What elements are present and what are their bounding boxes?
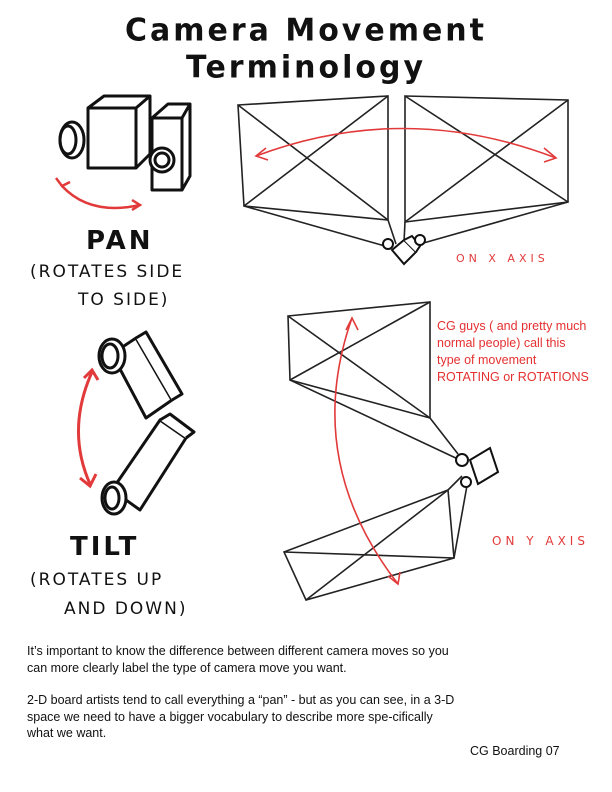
page-footer: CG Boarding 07	[470, 744, 560, 758]
tilt-label: TILT	[70, 532, 140, 562]
body-paragraph-2: 2-D board artists tend to call everything a “pan” - but as you can see, in a 3-D space we need to have a bigger vocabulary to describe more spe-cifically what we want.	[27, 693, 455, 740]
y-axis-frustum-bottom	[284, 476, 468, 600]
y-axis-rotation-arc	[335, 318, 398, 584]
tilt-description-line1: (ROTATES UP	[30, 570, 164, 590]
x-axis-camera-icon	[383, 235, 425, 264]
cg-note-line: ROTATING or ROTATIONS	[437, 370, 589, 384]
x-axis-label: ON X AXIS	[456, 252, 549, 265]
pan-rotation-arrow-icon	[62, 186, 140, 208]
y-axis-label: ON Y AXIS	[492, 534, 589, 548]
page-title: Camera Movement Terminology	[124, 12, 488, 86]
cg-note-line: type of movement	[437, 353, 537, 367]
tilt-rotation-arrow-icon	[78, 372, 92, 484]
pan-description-line1: (ROTATES SIDE	[30, 262, 185, 282]
cg-rotation-note	[437, 318, 607, 386]
pan-label: PAN	[86, 226, 154, 256]
x-axis-frustum-right	[404, 96, 568, 244]
pan-description-line2: TO SIDE)	[78, 290, 170, 310]
body-text	[27, 643, 457, 758]
cg-note-line: normal people) call this	[437, 336, 566, 350]
tilt-description-line2: AND DOWN)	[64, 599, 188, 619]
body-paragraph-1: It’s important to know the difference between different camera moves so you can more clearly label the type of camera move you want.	[27, 644, 449, 675]
pan-arrowhead-left-icon	[56, 178, 70, 186]
cg-note-line: CG guys ( and pretty much	[437, 319, 587, 333]
tilt-camera-bottom-icon	[102, 414, 194, 514]
tilt-camera-top-icon	[99, 332, 182, 418]
x-axis-frustum-left	[238, 96, 396, 248]
y-axis-camera-icon	[456, 448, 498, 487]
pan-camera-left-icon	[60, 96, 150, 168]
y-axis-frustum-top	[288, 302, 460, 460]
pan-camera-right-icon	[150, 104, 190, 190]
